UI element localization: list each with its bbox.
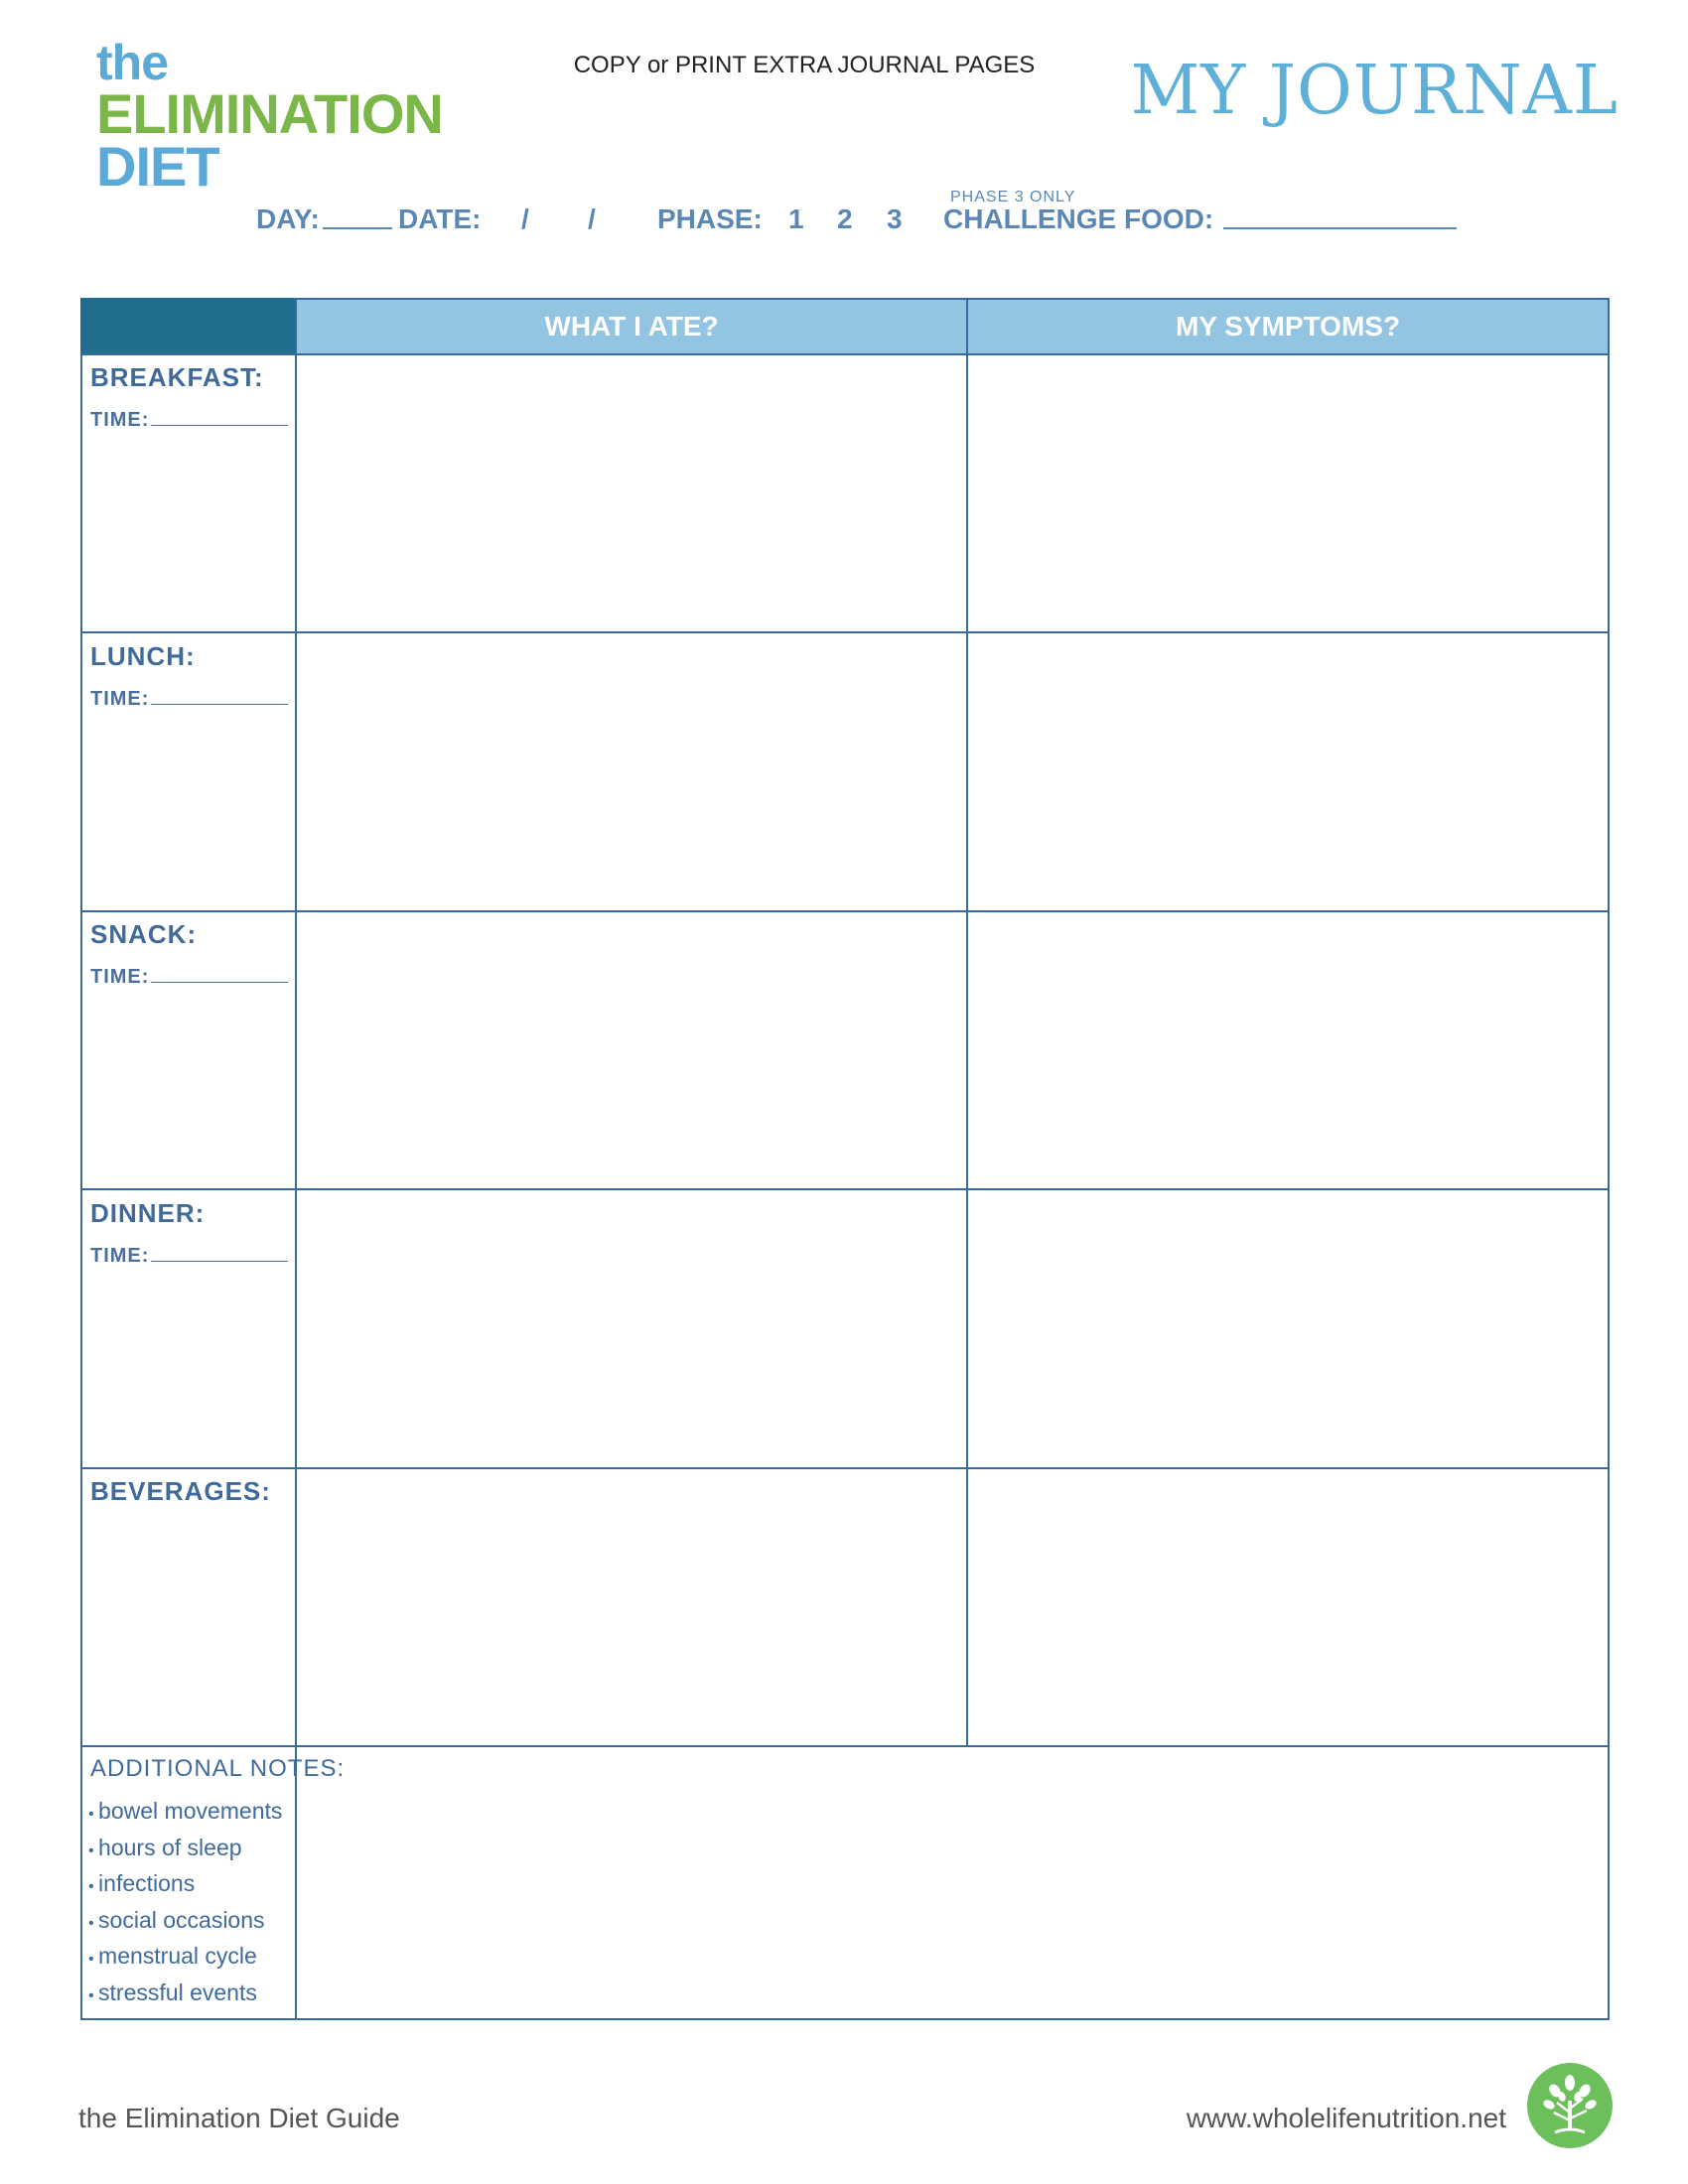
day-field[interactable]: [323, 204, 392, 236]
time-field-lunch[interactable]: [90, 688, 288, 711]
time-field-snack[interactable]: [90, 966, 288, 989]
list-item: • social occasions: [88, 1904, 282, 1941]
time-field-breakfast[interactable]: [90, 409, 288, 432]
phase-option-2[interactable]: 2: [837, 204, 853, 234]
cell-lunch-ate[interactable]: [297, 633, 966, 910]
cell-breakfast-ate[interactable]: [297, 355, 966, 631]
column-header-my-symptoms: MY SYMPTOMS?: [968, 298, 1610, 355]
cell-beverages-symptoms[interactable]: [968, 1469, 1608, 1745]
date-label: DATE:: [398, 204, 482, 234]
time-field-dinner[interactable]: [90, 1245, 288, 1268]
list-item: • infections: [88, 1867, 282, 1904]
challenge-food-label: CHALLENGE FOOD:: [943, 204, 1214, 234]
logo-line-the: the: [96, 35, 168, 90]
day-label: DAY:: [256, 204, 320, 234]
footer-guide-title: the Elimination Diet Guide: [78, 2103, 400, 2133]
row-label-breakfast: BREAKFAST:: [90, 362, 264, 392]
header-corner: [80, 298, 297, 355]
row-label-lunch: LUNCH:: [90, 641, 196, 671]
copy-note: COPY or PRINT EXTRA JOURNAL PAGES: [573, 52, 1036, 78]
column-header-what-i-ate: WHAT I ATE?: [297, 298, 966, 355]
notes-list: [88, 1795, 282, 2012]
logo-line-elimination: ELIMINATION: [96, 81, 443, 145]
cell-lunch-symptoms[interactable]: [968, 633, 1608, 910]
phase-option-1[interactable]: 1: [788, 204, 804, 234]
time-label: TIME:: [90, 409, 150, 431]
tree-icon: [1527, 2063, 1613, 2148]
time-label: TIME:: [90, 688, 150, 710]
phase-option-3[interactable]: 3: [887, 204, 903, 234]
row-label-beverages: BEVERAGES:: [90, 1476, 271, 1506]
list-item: • hours of sleep: [88, 1832, 282, 1868]
time-label: TIME:: [90, 1245, 150, 1267]
challenge-food-field[interactable]: [1223, 204, 1457, 236]
cell-additional-notes[interactable]: [297, 1747, 1608, 2018]
phase3-note: PHASE 3 ONLY: [950, 189, 1076, 205]
date-slash-2: /: [588, 204, 596, 234]
cell-snack-symptoms[interactable]: [968, 912, 1608, 1188]
cell-dinner-symptoms[interactable]: [968, 1190, 1608, 1467]
list-item: • menstrual cycle: [88, 1940, 282, 1977]
page-title: MY JOURNAL: [1130, 52, 1618, 130]
phase-label: PHASE:: [657, 204, 763, 234]
row-label-snack: SNACK:: [90, 919, 198, 949]
cell-beverages-ate[interactable]: [297, 1469, 966, 1745]
footer-website-link[interactable]: www.wholelifenutrition.net: [1186, 2103, 1506, 2133]
additional-notes-label: ADDITIONAL NOTES:: [90, 1755, 346, 1782]
list-item: • bowel movements: [88, 1795, 282, 1832]
cell-snack-ate[interactable]: [297, 912, 966, 1188]
list-item: • stressful events: [88, 1977, 282, 2013]
cell-breakfast-symptoms[interactable]: [968, 355, 1608, 631]
logo-line-diet: DIET: [96, 134, 219, 198]
cell-dinner-ate[interactable]: [297, 1190, 966, 1467]
date-slash-1: /: [521, 204, 529, 234]
time-label: TIME:: [90, 966, 150, 988]
row-label-dinner: DINNER:: [90, 1198, 206, 1228]
